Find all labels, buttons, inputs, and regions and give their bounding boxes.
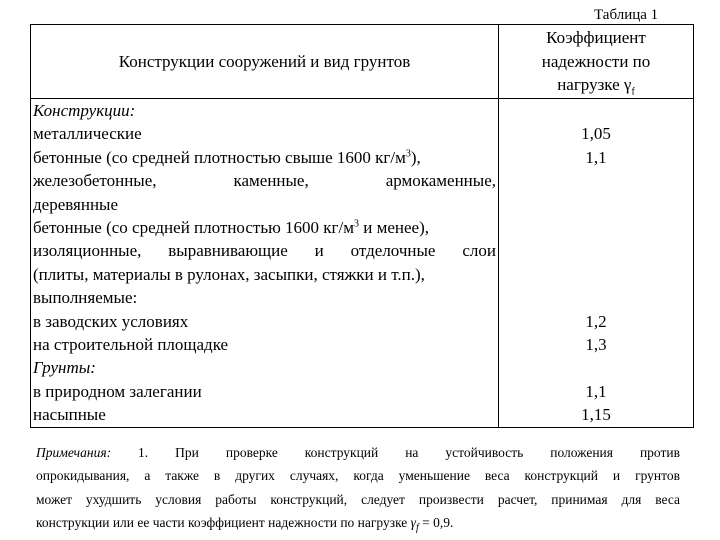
blank-line (501, 356, 691, 379)
note-line-4-text: конструкции или ее части коэффициент надежности по нагрузке (36, 514, 411, 530)
concrete-low-sup: 3 (354, 218, 359, 230)
blank-line (501, 193, 691, 216)
header-construction-type: Конструкции сооружений и вид грунтов (31, 25, 499, 99)
row-wooden: деревянные (33, 194, 119, 214)
note-line-1-text: 1. При проверке конструкций на устойчивость положения против (111, 445, 680, 460)
blank-line (501, 239, 691, 262)
row-performed: выполняемые: (33, 288, 138, 308)
note-line-3: может ухудшить условия работы конструкций, следует произвести расчет, принимая для веса (36, 491, 680, 507)
value-metal: 1,05 (581, 124, 611, 144)
concrete-low-text: бетонные (со средней плотностью 1600 кг/м (33, 218, 354, 238)
concrete-high-text: бетонные (со средней плотностью свыше 1600 кг/м (33, 147, 406, 167)
header-gamma-subscript: f (631, 86, 635, 98)
concrete-low-end: и менее), (359, 218, 430, 238)
row-natural-soil: в природном залегании (33, 381, 202, 401)
row-metal: металлические (33, 124, 142, 144)
row-reinforced-concrete (33, 169, 496, 192)
rc-word-2: каменные, (233, 171, 309, 191)
note-line-4-end: = 0,9. (418, 514, 454, 530)
value-factory-conditions: 1,2 (585, 311, 607, 331)
row-construction-site: на строительной площадке (33, 335, 229, 355)
header-coefficient-line3 (501, 73, 691, 96)
value-natural-soil: 1,1 (585, 381, 607, 401)
note-line-4 (36, 511, 680, 534)
note-gamma-subscript: f (416, 522, 419, 534)
constructions-label: Конструкции: (33, 101, 136, 120)
rc-word-3: армокаменные, (385, 171, 496, 191)
blank-line (501, 263, 691, 286)
reliability-coefficient-table (30, 24, 694, 428)
header-gamma: нагрузке γ (557, 75, 632, 95)
row-concrete-high-density (33, 146, 496, 169)
row-insulation-layers: изоляционные, выравнивающие и отделочные слои (33, 241, 496, 261)
table-header-row (31, 25, 694, 99)
value-fill-soil: 1,15 (581, 405, 611, 425)
value-concrete-high-density: 1,1 (585, 147, 607, 167)
table-caption: Таблица 1 (594, 7, 659, 23)
note-gamma: γ (410, 514, 416, 530)
note-label: Примечания: (36, 445, 112, 460)
concrete-high-end: ), (410, 147, 421, 167)
coefficient-values-cell (499, 99, 694, 428)
table-notes (36, 441, 680, 534)
row-slabs-materials: (плиты, материалы в рулонах, засыпки, стяжки и т.п.), (33, 264, 425, 284)
blank-line (501, 99, 691, 122)
table-body-row (31, 99, 694, 428)
blank-line (501, 216, 691, 239)
row-concrete-low-density (33, 216, 496, 239)
rc-word-1: железобетонные, (33, 171, 157, 191)
row-fill-soil: насыпные (33, 405, 106, 425)
row-factory-conditions: в заводских условиях (33, 311, 189, 331)
blank-line (501, 169, 691, 192)
concrete-high-sup: 3 (405, 148, 411, 160)
header-coefficient-line2: надежности по (541, 51, 651, 71)
header-coefficient-line1: Коэффициент (546, 28, 646, 48)
note-line-1 (36, 441, 680, 464)
note-line-2: опрокидывания, а также в других случаях, когда уменьшение веса конструкций и грунтов (36, 468, 680, 484)
blank-line (501, 286, 691, 309)
soils-label: Грунты: (33, 358, 96, 378)
value-construction-site: 1,3 (585, 334, 607, 354)
construction-types-cell (31, 99, 499, 428)
header-coefficient (499, 25, 694, 99)
